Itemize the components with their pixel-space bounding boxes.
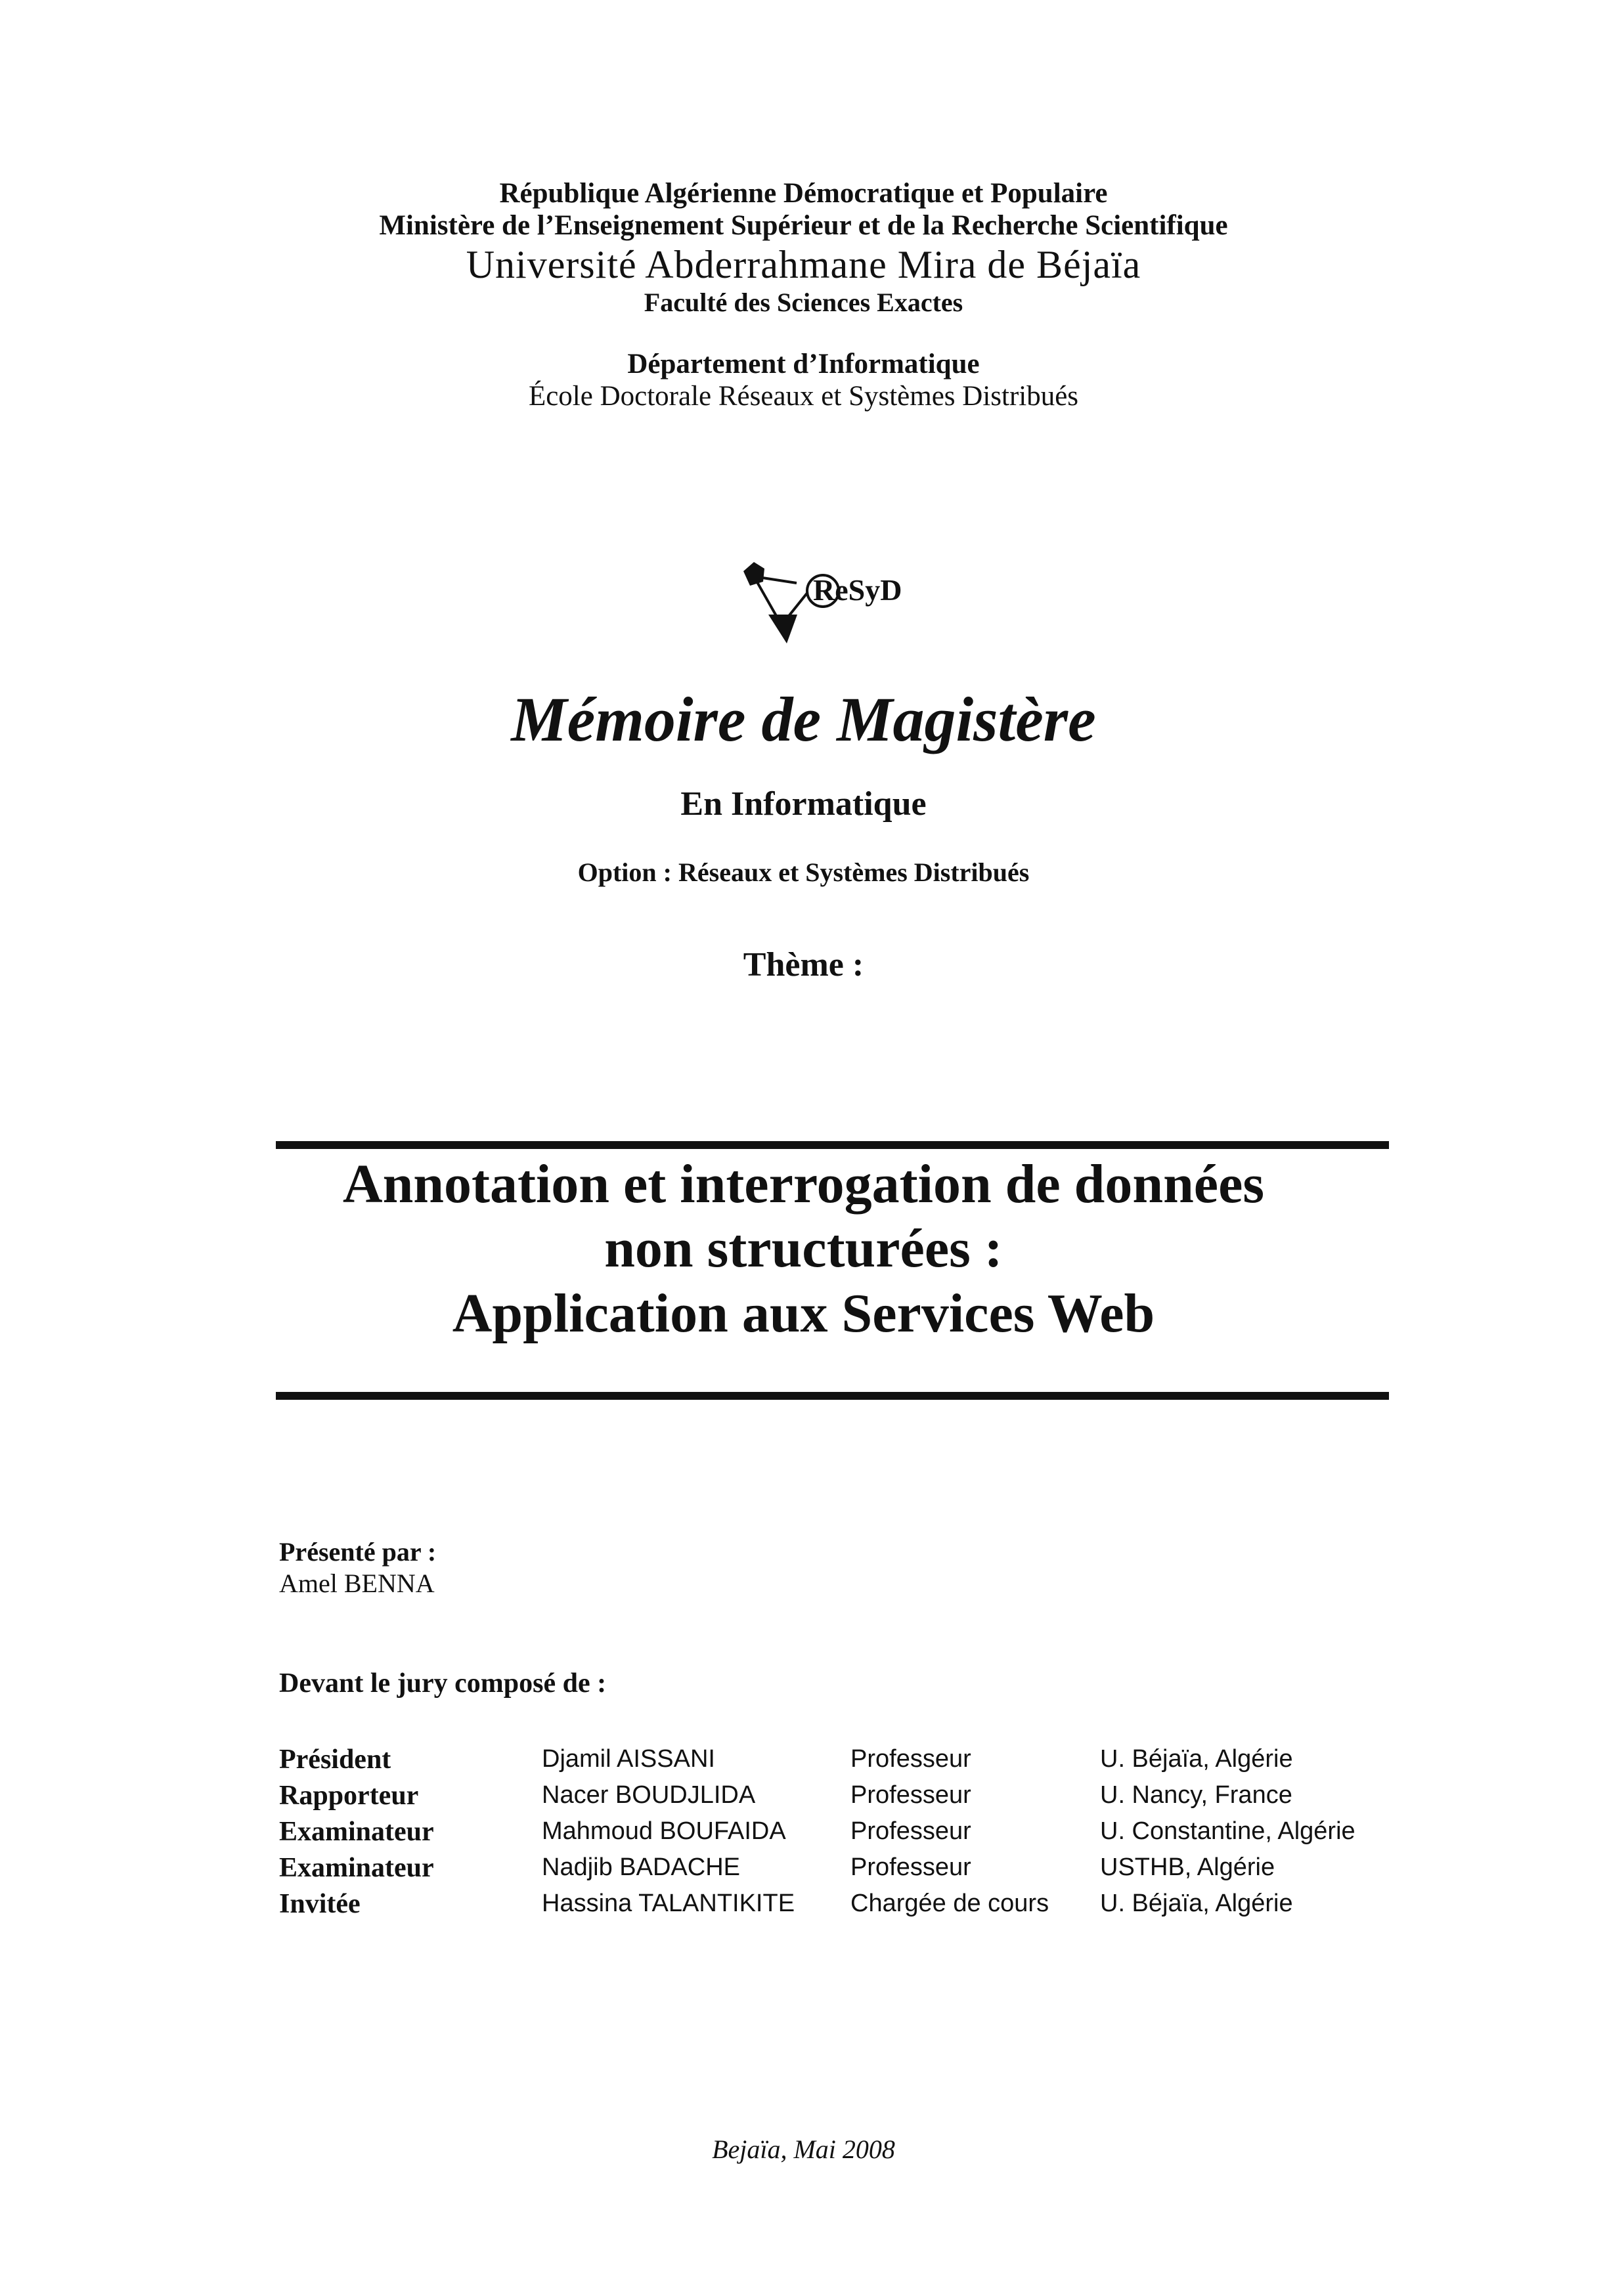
- jury-name: Hassina TALANTIKITE: [542, 1890, 795, 1917]
- bottom-rule: [276, 1392, 1389, 1400]
- table-row: [279, 1850, 1355, 1886]
- jury-institution: U. Constantine, Algérie: [1100, 1817, 1355, 1845]
- presenter-name: Amel BENNA: [279, 1569, 435, 1598]
- jury-institution: USTHB, Algérie: [1100, 1853, 1275, 1881]
- doctoral-school-line: École Doctorale Réseaux et Systèmes Distribués: [528, 381, 1079, 412]
- jury-role: Invitée: [279, 1888, 361, 1919]
- jury-name: Nacer BOUDJLIDA: [542, 1781, 756, 1809]
- topic-line: Annotation et interrogation de données: [342, 1154, 1265, 1215]
- top-rule: [276, 1141, 1389, 1149]
- institution-header: [0, 177, 1607, 318]
- topic-line: non structurées :: [604, 1218, 1003, 1280]
- university-line: Université Abderrahmane Mira de Béjaïa: [466, 242, 1141, 286]
- theme-label: Thème :: [743, 946, 864, 984]
- jury-institution: U. Nancy, France: [1100, 1781, 1292, 1809]
- logo-text: ReSyD: [813, 573, 902, 607]
- table-row: [279, 1886, 1355, 1922]
- jury-institution: U. Béjaïa, Algérie: [1100, 1890, 1293, 1917]
- topic-line: Application aux Services Web: [452, 1282, 1155, 1344]
- thesis-field: En Informatique: [680, 785, 927, 823]
- jury-rank: Professeur: [850, 1853, 971, 1881]
- presenter-block: [279, 1536, 436, 1599]
- jury-rank: Chargée de cours: [850, 1890, 1049, 1917]
- jury-rank: Professeur: [850, 1817, 971, 1845]
- jury-rank: Professeur: [850, 1745, 971, 1773]
- jury-role: Examinateur: [279, 1852, 434, 1883]
- faculty-line: Faculté des Sciences Exactes: [644, 287, 963, 317]
- thesis-title: Mémoire de Magistère: [511, 684, 1096, 754]
- thesis-option: Option : Réseaux et Systèmes Distribués: [577, 857, 1030, 887]
- presenter-label: Présenté par :: [279, 1537, 437, 1567]
- republic-line: République Algérienne Démocratique et Populaire: [499, 178, 1108, 209]
- network-graph-icon: [743, 562, 808, 643]
- jury-role: Président: [279, 1744, 391, 1775]
- table-row: [279, 1813, 1355, 1850]
- jury-name: Djamil AISSANI: [542, 1745, 715, 1773]
- table-row: [279, 1741, 1355, 1777]
- jury-rank: Professeur: [850, 1781, 971, 1809]
- jury-title: Devant le jury composé de :: [279, 1668, 607, 1699]
- resyd-logo: [734, 552, 951, 650]
- jury-institution: U. Béjaïa, Algérie: [1100, 1745, 1293, 1773]
- jury-name: Nadjib BADACHE: [542, 1853, 740, 1881]
- place-date: Bejaïa, Mai 2008: [712, 2134, 895, 2164]
- department-header: [0, 348, 1607, 413]
- thesis-topic: [0, 1152, 1607, 1346]
- jury-table: [279, 1741, 1355, 1922]
- jury-role: Examinateur: [279, 1816, 434, 1847]
- table-row: [279, 1777, 1355, 1813]
- jury-name: Mahmoud BOUFAIDA: [542, 1817, 786, 1845]
- department-line: Département d’Informatique: [627, 349, 980, 379]
- jury-role: Rapporteur: [279, 1780, 419, 1811]
- ministry-line: Ministère de l’Enseignement Supérieur et de la Recherche Scientifique: [379, 210, 1228, 242]
